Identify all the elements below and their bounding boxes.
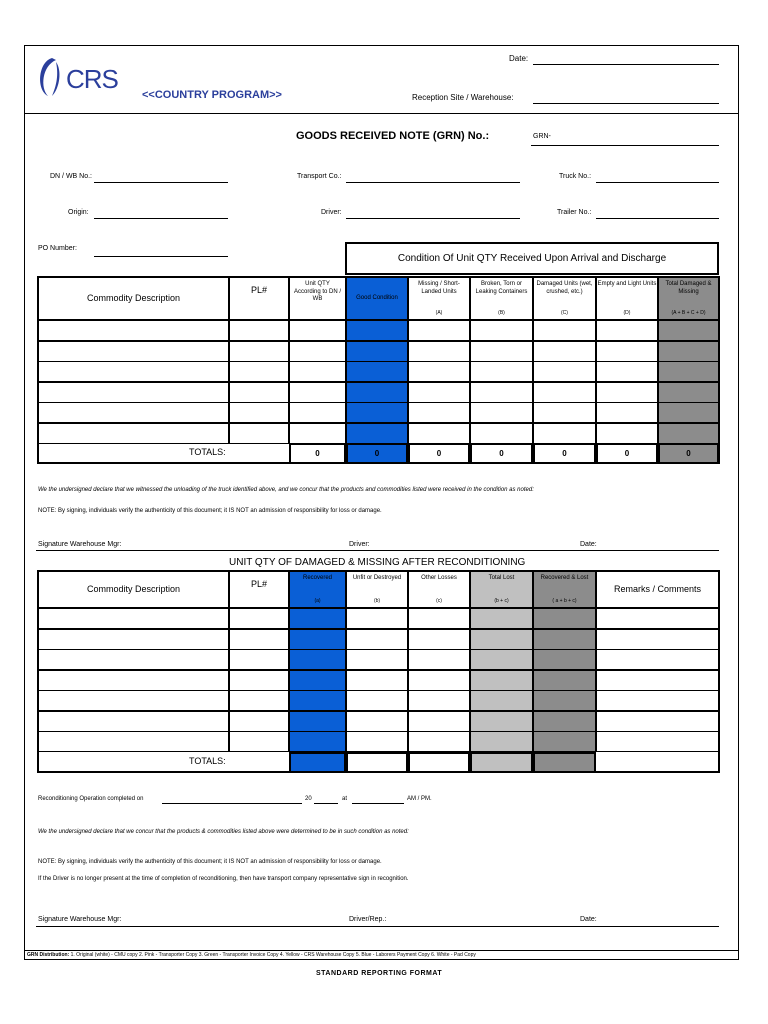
t1-cell[interactable] bbox=[289, 382, 346, 403]
recond-at-label: at bbox=[342, 796, 348, 802]
t1-cell[interactable] bbox=[38, 341, 229, 362]
t1-cell[interactable] bbox=[470, 361, 533, 382]
t1-cell[interactable] bbox=[229, 423, 289, 444]
t2-cell[interactable] bbox=[533, 670, 596, 691]
truck-no-label: Truck No.: bbox=[559, 173, 592, 180]
note-3: If the Driver is no longer present at the time of completion of reconditioning, then have transport company representative sign in recognition. bbox=[38, 876, 409, 882]
t2-cell[interactable] bbox=[289, 711, 346, 732]
t2-cell[interactable] bbox=[289, 670, 346, 691]
t1-cell[interactable] bbox=[658, 361, 719, 382]
t1-cell[interactable] bbox=[229, 361, 289, 382]
grn-title: GOODS RECEIVED NOTE (GRN) No.: bbox=[296, 130, 490, 142]
table2-title: UNIT QTY OF DAMAGED & MISSING AFTER RECONDITIONING bbox=[229, 557, 526, 568]
t1-col-total: Total Damaged & Missing (A + B + C + D) bbox=[658, 277, 719, 320]
t2-col-rec-lost: Recovered & Lost ( a + b + c) bbox=[533, 571, 596, 608]
t2-col-pl: PL# bbox=[229, 571, 289, 608]
t2-cell[interactable] bbox=[533, 608, 596, 629]
t1-cell[interactable] bbox=[408, 402, 470, 423]
t1-total-cell: 0 bbox=[596, 443, 658, 464]
t2-cell[interactable] bbox=[229, 731, 289, 752]
t1-cell[interactable] bbox=[658, 402, 719, 423]
declaration-1: We the undersigned declare that we witnessed the unloading of the truck identified above, and we concur that the products and commodities listed were received in the condition as noted: bbox=[38, 487, 534, 493]
t2-cell[interactable] bbox=[533, 731, 596, 752]
t1-cell[interactable] bbox=[346, 402, 408, 423]
t2-cell[interactable] bbox=[470, 690, 533, 711]
origin-field[interactable] bbox=[94, 218, 228, 219]
t2-cell[interactable] bbox=[596, 711, 719, 732]
t2-totals-label: TOTALS: bbox=[189, 756, 226, 766]
t2-cell[interactable] bbox=[596, 608, 719, 629]
t1-col-pl: PL# bbox=[229, 277, 289, 320]
t2-cell[interactable] bbox=[38, 670, 229, 691]
t2-cell[interactable] bbox=[408, 670, 470, 691]
t2-cell[interactable] bbox=[229, 690, 289, 711]
t1-cell[interactable] bbox=[470, 423, 533, 444]
t1-cell[interactable] bbox=[470, 382, 533, 403]
distribution-label: GRN Distribution: bbox=[27, 952, 70, 958]
t2-cell[interactable] bbox=[38, 629, 229, 650]
t2-cell[interactable] bbox=[596, 649, 719, 670]
t1-cell[interactable] bbox=[658, 341, 719, 362]
t2-cell[interactable] bbox=[289, 731, 346, 752]
t2-cell[interactable] bbox=[346, 731, 408, 752]
t1-total-cell: 0 bbox=[289, 443, 346, 464]
distribution-divider bbox=[24, 950, 739, 951]
t2-total-cell bbox=[470, 752, 533, 773]
t2-cell[interactable] bbox=[408, 711, 470, 732]
sig2-line[interactable] bbox=[36, 926, 719, 927]
t2-cell[interactable] bbox=[289, 649, 346, 670]
t1-cell[interactable] bbox=[470, 402, 533, 423]
t2-total-cell bbox=[289, 752, 346, 773]
header-divider bbox=[24, 113, 739, 114]
t2-cell[interactable] bbox=[38, 690, 229, 711]
t2-total-cell bbox=[408, 752, 470, 773]
reception-site-label: Reception Site / Warehouse: bbox=[412, 93, 514, 102]
t2-cell[interactable] bbox=[38, 711, 229, 732]
po-number-label: PO Number: bbox=[38, 245, 77, 252]
t2-cell[interactable] bbox=[533, 711, 596, 732]
sig2-date-label: Date: bbox=[580, 916, 597, 923]
condition-title-box bbox=[345, 242, 719, 275]
t1-cell[interactable] bbox=[229, 320, 289, 341]
t2-total-cell bbox=[346, 752, 408, 773]
t1-cell[interactable] bbox=[229, 382, 289, 403]
t2-cell[interactable] bbox=[470, 649, 533, 670]
t1-cell[interactable] bbox=[38, 361, 229, 382]
t1-cell[interactable] bbox=[346, 382, 408, 403]
t1-cell[interactable] bbox=[229, 341, 289, 362]
t2-cell[interactable] bbox=[470, 711, 533, 732]
recond-date-field[interactable] bbox=[162, 803, 302, 804]
transport-co-label: Transport Co.: bbox=[297, 173, 342, 180]
transport-co-field[interactable] bbox=[346, 182, 520, 183]
t2-cell[interactable] bbox=[408, 690, 470, 711]
dn-wb-label: DN / WB No.: bbox=[50, 173, 93, 180]
country-program: <<COUNTRY PROGRAM>> bbox=[142, 89, 282, 101]
note-2: NOTE: By signing, individuals verify the authenticity of this document; it IS NOT an admission of responsibility for loss or damage. bbox=[38, 859, 382, 865]
t1-cell[interactable] bbox=[38, 423, 229, 444]
t2-cell[interactable] bbox=[289, 608, 346, 629]
distribution-text: 1. Original (white) - CMU copy 2. Pink - Transporter Copy 3. Green - Transporter Invoice Copy 4. Yellow - CRS Warehouse Copy 5. Blue - Laborers Payment Copy 6. White - Pad Copy bbox=[70, 952, 476, 958]
t1-col-missing: Missing / Short-Landed Units (A) bbox=[408, 277, 470, 320]
condition-title: Condition Of Unit QTY Received Upon Arrival and Discharge bbox=[397, 253, 667, 264]
t2-cell[interactable] bbox=[38, 649, 229, 670]
t2-cell[interactable] bbox=[346, 670, 408, 691]
grn-prefix: GRN- bbox=[533, 133, 551, 140]
t2-cell[interactable] bbox=[38, 608, 229, 629]
t1-cell[interactable] bbox=[289, 341, 346, 362]
distribution bbox=[27, 952, 476, 958]
t2-cell[interactable] bbox=[470, 670, 533, 691]
t1-cell[interactable] bbox=[346, 361, 408, 382]
sig2-warehouse-label: Signature Warehouse Mgr: bbox=[38, 916, 122, 923]
t1-cell[interactable] bbox=[533, 341, 596, 362]
t2-col-remarks: Remarks / Comments bbox=[596, 571, 719, 608]
sig1-date-label: Date: bbox=[580, 541, 597, 548]
t1-total-cell: 0 bbox=[346, 443, 408, 464]
t1-total-cell: 0 bbox=[533, 443, 596, 464]
crs-logo bbox=[30, 52, 130, 102]
t1-cell[interactable] bbox=[346, 320, 408, 341]
t2-cell[interactable] bbox=[533, 629, 596, 650]
po-number-field[interactable] bbox=[94, 256, 228, 257]
t1-cell[interactable] bbox=[533, 361, 596, 382]
date-field[interactable] bbox=[533, 64, 719, 65]
t1-cell[interactable] bbox=[408, 341, 470, 362]
date-label: Date: bbox=[509, 54, 529, 63]
recond-completed-label: Reconditioning Operation completed on bbox=[38, 796, 144, 802]
t1-total-cell: 0 bbox=[658, 443, 719, 464]
t1-totals-label: TOTALS: bbox=[189, 447, 226, 457]
t2-cell[interactable] bbox=[408, 629, 470, 650]
t1-cell[interactable] bbox=[346, 423, 408, 444]
t1-total-cell: 0 bbox=[470, 443, 533, 464]
t1-col-unit-qty: Unit QTY According to DN / WB bbox=[289, 277, 346, 320]
t2-cell[interactable] bbox=[346, 711, 408, 732]
t2-cell[interactable] bbox=[470, 629, 533, 650]
t2-cell[interactable] bbox=[229, 711, 289, 732]
recond-year-label: 20 bbox=[305, 796, 312, 802]
trailer-no-field[interactable] bbox=[596, 218, 719, 219]
t1-col-commodity: Commodity Description bbox=[38, 277, 229, 320]
t1-cell[interactable] bbox=[470, 320, 533, 341]
t1-cell[interactable] bbox=[596, 361, 658, 382]
t1-col-empty: Empty and Light Units (D) bbox=[596, 277, 658, 320]
sig1-warehouse-label: Signature Warehouse Mgr: bbox=[38, 541, 122, 548]
t2-cell[interactable] bbox=[346, 690, 408, 711]
t2-cell[interactable] bbox=[346, 608, 408, 629]
driver-field[interactable] bbox=[346, 218, 520, 219]
footer: STANDARD REPORTING FORMAT bbox=[316, 970, 443, 977]
t2-cell[interactable] bbox=[346, 629, 408, 650]
t1-col-broken: Broken, Torn or Leaking Containers (B) bbox=[470, 277, 533, 320]
t1-total-cell: 0 bbox=[408, 443, 470, 464]
t1-cell[interactable] bbox=[289, 402, 346, 423]
note-1: NOTE: By signing, individuals verify the authenticity of this document; it IS NOT an admission of responsibility for loss or damage. bbox=[38, 508, 382, 514]
t2-cell[interactable] bbox=[533, 690, 596, 711]
recond-ampm-label: AM / PM. bbox=[407, 796, 432, 802]
t2-cell[interactable] bbox=[346, 649, 408, 670]
t1-cell[interactable] bbox=[38, 320, 229, 341]
t1-cell[interactable] bbox=[596, 423, 658, 444]
t1-cell[interactable] bbox=[658, 320, 719, 341]
declaration-2: We the undersigned declare that we concur that the products & commodities listed above were determined to be in such condition as noted: bbox=[38, 829, 409, 835]
t2-col-commodity: Commodity Description bbox=[38, 571, 229, 608]
t2-cell[interactable] bbox=[229, 629, 289, 650]
recond-year-field[interactable] bbox=[314, 803, 338, 804]
t1-cell[interactable] bbox=[596, 382, 658, 403]
t1-cell[interactable] bbox=[408, 320, 470, 341]
t2-cell[interactable] bbox=[596, 690, 719, 711]
t1-cell[interactable] bbox=[658, 423, 719, 444]
t1-cell[interactable] bbox=[289, 361, 346, 382]
logo-text: CRS bbox=[66, 64, 118, 94]
t2-cell[interactable] bbox=[470, 608, 533, 629]
t2-cell[interactable] bbox=[533, 649, 596, 670]
t2-cell[interactable] bbox=[408, 731, 470, 752]
t2-col-unfit: Unfit or Destroyed (b) bbox=[346, 571, 408, 608]
t1-cell[interactable] bbox=[408, 423, 470, 444]
t1-cell[interactable] bbox=[346, 341, 408, 362]
t1-cell[interactable] bbox=[408, 382, 470, 403]
t2-cell[interactable] bbox=[408, 649, 470, 670]
origin-label: Origin: bbox=[68, 209, 89, 216]
t1-cell[interactable] bbox=[289, 423, 346, 444]
trailer-no-label: Trailer No.: bbox=[557, 209, 592, 216]
t1-col-damaged: Damaged Units (wet, crushed, etc.) (C) bbox=[533, 277, 596, 320]
t1-col-good: Good Condition bbox=[346, 277, 408, 320]
t1-cell[interactable] bbox=[596, 341, 658, 362]
t2-cell[interactable] bbox=[229, 649, 289, 670]
t1-cell[interactable] bbox=[533, 320, 596, 341]
t1-cell[interactable] bbox=[38, 382, 229, 403]
t2-col-other: Other Losses (c) bbox=[408, 571, 470, 608]
dn-wb-field[interactable] bbox=[94, 182, 228, 183]
t2-cell[interactable] bbox=[289, 629, 346, 650]
recond-time-field[interactable] bbox=[352, 803, 404, 804]
truck-no-field[interactable] bbox=[596, 182, 719, 183]
t2-cell[interactable] bbox=[229, 608, 289, 629]
t2-cell[interactable] bbox=[596, 731, 719, 752]
grn-number-field[interactable] bbox=[531, 145, 719, 146]
t2-cell[interactable] bbox=[229, 670, 289, 691]
reception-site-field[interactable] bbox=[533, 103, 719, 104]
t2-cell[interactable] bbox=[470, 731, 533, 752]
t1-cell[interactable] bbox=[533, 402, 596, 423]
driver-label: Driver: bbox=[321, 209, 342, 216]
t2-col-recovered: Recovered (a) bbox=[289, 571, 346, 608]
t1-cell[interactable] bbox=[229, 402, 289, 423]
t2-cell[interactable] bbox=[38, 731, 229, 752]
t2-cell[interactable] bbox=[289, 690, 346, 711]
t1-cell[interactable] bbox=[596, 402, 658, 423]
t1-cell[interactable] bbox=[596, 320, 658, 341]
sig2-driver-label: Driver/Rep.: bbox=[349, 916, 387, 923]
t2-total-cell bbox=[533, 752, 596, 773]
t2-cell[interactable] bbox=[596, 629, 719, 650]
t1-cell[interactable] bbox=[533, 382, 596, 403]
t1-cell[interactable] bbox=[533, 423, 596, 444]
t2-cell[interactable] bbox=[596, 670, 719, 691]
t2-col-total-lost: Total Lost (b + c) bbox=[470, 571, 533, 608]
t2-cell[interactable] bbox=[408, 608, 470, 629]
t1-cell[interactable] bbox=[658, 382, 719, 403]
t1-cell[interactable] bbox=[38, 402, 229, 423]
t1-cell[interactable] bbox=[289, 320, 346, 341]
t1-cell[interactable] bbox=[408, 361, 470, 382]
t1-cell[interactable] bbox=[470, 341, 533, 362]
sig1-line[interactable] bbox=[36, 550, 719, 551]
sig1-driver-label: Driver: bbox=[349, 541, 370, 548]
